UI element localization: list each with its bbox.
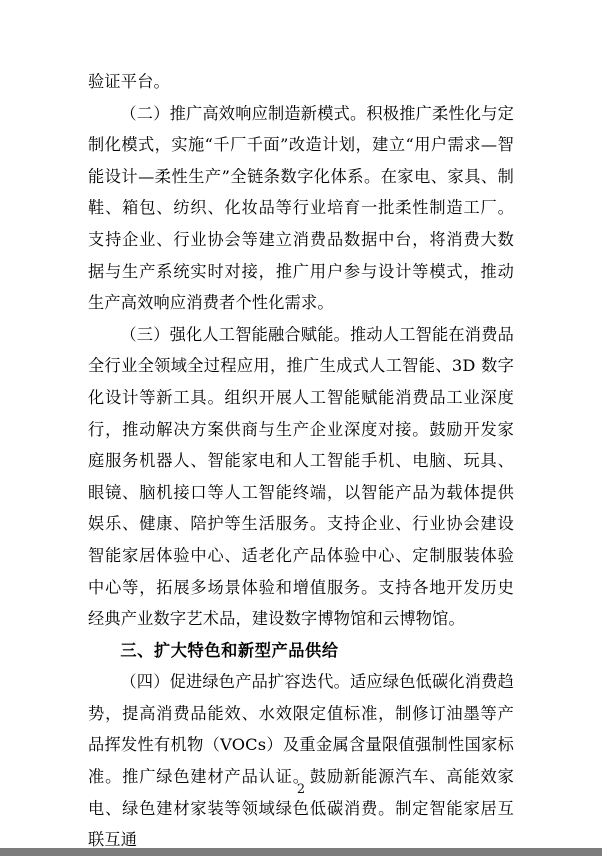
paragraph-section-two: （二）推广高效响应制造新模式。积极推广柔性化与定制化模式，实施“千厂千面”改造计划，建立“用户需求—智能设计—柔性生产”全链条数字化体系。在家电、家具、制鞋、箱包、纺织、化妆品等行业培育一批柔性制造工厂。支持企业、行业协会等建立消费品数据中台，将消费大数据与生产系统实时对接，推广用户参与设计等模式，推动生产高效响应消费者个性化需求。: [88, 103, 514, 313]
paragraph-continuation: 验证平台。: [88, 72, 170, 91]
document-body: [88, 66, 514, 856]
page-content-area: [88, 66, 514, 850]
paragraph-section-four: （四）促进绿色产品扩容迭代。适应绿色低碳化消费趋势，提高消费品能效、水效限定值标准，制修订油墨等产品挥发性有机物（VOCs）及重金属含量限值强制性国家标准。推广绿色建材产品认证。鼓励新能源汽车、高能效家电、绿色建材家装等领域绿色低碳消费。制定智能家居互联互通: [88, 672, 514, 850]
paragraph-section-three: （三）强化人工智能融合赋能。推动人工智能在消费品全行业全领域全过程应用，推广生成式人工智能、3D 数字化设计等新工具。组织开展人工智能赋能消费品工业深度行，推动解决方案供商与生产企业深度对接。鼓励开发家庭服务机器人、智能家电和人工智能手机、电脑、玩具、眼镜、脑机接口等人工智能终端，以智能产品为载体提供娱乐、健康、陪护等生活服务。支持企业、行业协会建设智能家居体验中心、适老化产品体验中心、定制服装体验中心等，拓展多场景体验和增值服务。支持各地开发历史经典产业数字艺术品，建设数字博物馆和云博物馆。: [88, 324, 514, 629]
section-heading-three: 三、扩大特色和新型产品供给: [120, 640, 339, 660]
page-number: 2: [296, 782, 306, 797]
